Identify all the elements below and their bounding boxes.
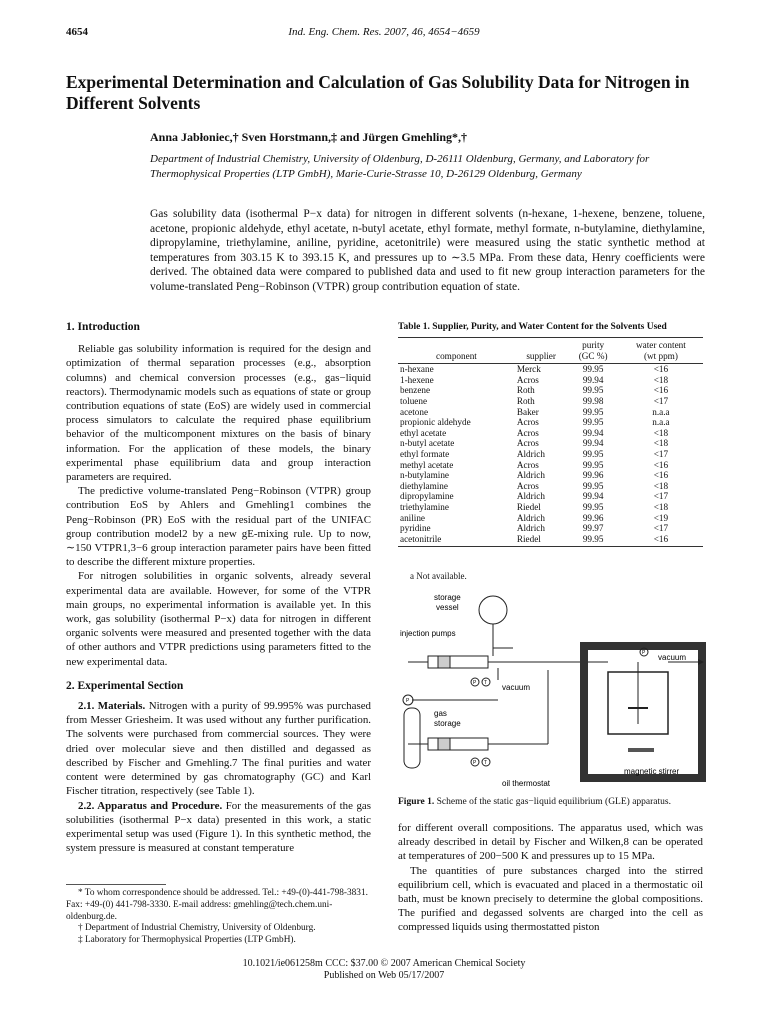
cell-component: acetone — [400, 406, 429, 417]
magnetic-stirrer-icon — [628, 748, 654, 752]
journal-citation: Ind. Eng. Chem. Res. 2007, 46, 4654−4659 — [288, 26, 480, 38]
cell-purity: 99.95 — [582, 385, 604, 396]
cell-water: <18 — [653, 438, 669, 449]
cell-component: ethyl acetate — [400, 427, 447, 438]
materials-paragraph — [66, 699, 371, 798]
cell-water: <18 — [653, 480, 669, 491]
upper-pump-piston — [438, 656, 450, 668]
cell-component: ethyl formate — [400, 448, 450, 459]
cell-supplier: Aldrich — [516, 448, 545, 459]
table-caption: Table 1. Supplier, Purity, and Water Content for the Solvents Used — [398, 322, 667, 332]
cell-water: <18 — [653, 501, 669, 512]
cell-supplier: Acros — [516, 480, 539, 491]
cell-water: n.a.a — [652, 417, 670, 428]
published-line: Published on Web 05/17/2007 — [323, 970, 445, 981]
gas-storage-label: storage — [434, 719, 461, 728]
cell-water: <17 — [653, 491, 669, 502]
footnote-dagger: † Department of Industrial Chemistry, University of Oldenburg. — [78, 923, 316, 934]
cell-component: pyridine — [400, 523, 431, 534]
cell-purity: 99.95 — [582, 448, 604, 459]
table-row — [398, 481, 703, 492]
col-header-supplier: supplier — [515, 338, 568, 364]
cell-supplier: Aldrich — [516, 491, 545, 502]
cell-purity: 99.96 — [582, 512, 604, 523]
footnotes — [66, 884, 371, 947]
cell-component: methyl acetate — [400, 459, 454, 470]
gauge-p-label: P — [473, 680, 477, 686]
cell-purity: 99.95 — [582, 364, 604, 375]
cell-component: n-butylamine — [400, 470, 449, 481]
figure-caption-label: Figure 1. — [398, 797, 435, 807]
cell-purity: 99.94 — [582, 491, 604, 502]
article-title: Experimental Determination and Calculation of Gas Solubility Data for Nitrogen in Different Solvents — [66, 72, 690, 113]
table-row — [398, 385, 703, 396]
table-row — [398, 407, 703, 418]
table-footnote: a Not available. — [410, 571, 467, 581]
intro-paragraph-1: Reliable gas solubility information is required for the design and optimization of thermal separation processes (e.g., absorption columns) and chemical conversion processes (e.g., gas−liquid reactors). Thermodynamic models such as equations of state or group contribution equations of state (EoS) are widely used in commercial process simulators to calculate the required phase equilibrium behavior of the multicomponent mixtures on the basis of binary information. For the application of these models, the binary experimental phase equilibrium data and group interaction parameters are required. — [66, 343, 371, 484]
cell-water: <19 — [653, 512, 669, 523]
page-number: 4654 — [66, 26, 88, 38]
cell-purity: 99.95 — [582, 406, 604, 417]
apparatus-paragraph — [66, 799, 371, 856]
right-column — [398, 821, 703, 935]
footnote-rule — [66, 884, 166, 885]
apparatus-text: For the measurements of the gas solubilities (isothermal P−x data) presented in this work, a static experimental setup was used (Figure 1). In this synthetic method, the system pressure is measured at constant temperature — [66, 799, 371, 855]
cell-purity: 99.95 — [582, 459, 604, 470]
storage-vessel-icon — [479, 596, 507, 624]
table-row — [398, 491, 703, 502]
gas-label: gas — [434, 709, 447, 718]
table-row — [398, 438, 703, 449]
oil-thermostat-bath — [584, 646, 702, 778]
figure-caption — [398, 797, 708, 807]
cell-water: <17 — [653, 448, 669, 459]
figure-caption-text: Scheme of the static gas−liquid equilibrium (GLE) apparatus. — [436, 797, 671, 807]
cell-component: dipropylamine — [400, 491, 454, 502]
materials-text: Nitrogen with a purity of 99.995% was purchased from Messer Griesheim. It was used without any further purification. The solvents were purchased from commercial sources. They were dried over molecular sieve and then distilled and degassed as described by Fischer and Gmehling.7 The final purities and water content were determined by gas chromatography (GC) and Karl Fischer titration, respectively (see Table 1). — [66, 700, 371, 798]
cell-purity: 99.95 — [582, 480, 604, 491]
oil-thermostat-label: oil thermostat — [502, 779, 551, 788]
cylinder-gauge-label: P — [406, 698, 410, 704]
left-column — [66, 320, 371, 855]
cell-purity: 99.98 — [582, 395, 604, 406]
cell-purity: 99.95 — [582, 501, 604, 512]
cell-component: benzene — [400, 385, 431, 396]
cell-supplier: Aldrich — [516, 470, 545, 481]
table-row — [398, 513, 703, 524]
page-footer — [0, 958, 768, 982]
cell-water: <18 — [653, 427, 669, 438]
figure-1-apparatus — [398, 588, 708, 793]
col-header-purity: purity (GC %) — [567, 338, 618, 364]
footnote-ddagger: ‡ Laboratory for Thermophysical Properties (LTP GmbH). — [78, 935, 296, 946]
vacuum-mid-label: vacuum — [502, 683, 531, 692]
right-paragraph-1: for different overall compositions. The apparatus used, which was already described in detail by Fischer and Wilken,8 can be operated at temperatures of 200−500 K and pressures up to 15 MPa. — [398, 822, 703, 863]
table-row — [398, 364, 703, 375]
cell-water: <18 — [653, 374, 669, 385]
table-row — [398, 534, 703, 547]
table-row — [398, 449, 703, 460]
cell-supplier: Acros — [516, 438, 539, 449]
cell-supplier: Acros — [516, 417, 539, 428]
cell-component: acetonitrile — [398, 534, 515, 547]
cell-supplier: Merck — [516, 364, 541, 375]
lower-pump-icon — [428, 738, 488, 750]
cell-water: <17 — [653, 395, 669, 406]
injection-pumps-label: injection pumps — [400, 629, 456, 638]
cell-supplier: Roth — [516, 395, 535, 406]
cell-component: toluene — [400, 395, 428, 406]
gas-cylinder-icon — [404, 708, 420, 768]
cell-purity: 99.95 — [567, 534, 618, 547]
cell-component: aniline — [400, 512, 426, 523]
table-row — [398, 460, 703, 471]
cell-supplier: Roth — [516, 385, 535, 396]
cell-purity: 99.94 — [582, 374, 604, 385]
lower-pump-piston — [438, 738, 450, 750]
cell-water: <16 — [653, 385, 669, 396]
cell-supplier: Baker — [516, 406, 539, 417]
table-row — [398, 396, 703, 407]
intro-heading: 1. Introduction — [66, 321, 140, 333]
table-row — [398, 428, 703, 439]
table-row — [398, 470, 703, 481]
lower-gauge-p-label: P — [473, 760, 477, 766]
cell-supplier: Riedel — [516, 501, 541, 512]
magnetic-stirrer-label: magnetic stirrer — [624, 767, 680, 776]
cell-water: n.a.a — [652, 406, 670, 417]
intro-paragraph-2: The predictive volume-translated Peng−Robinson (VTPR) group contribution EoS by Ahlers and Gmehling1 combines the Peng−Robinson (PR) EoS with the residual part of the UNIFAC group contribution model2 by a new gE-mixing rule. Up to now, ∼150 VTPR1,3−6 group interaction parameter pairs have been fitted to describe the different mixture properties. — [66, 485, 371, 569]
storage-label: storage — [434, 593, 461, 602]
cell-gauge-label: P — [642, 650, 646, 656]
cell-component: triethylamine — [400, 501, 449, 512]
cell-water: <16 — [653, 364, 669, 375]
footnote-corresponding: * To whom correspondence should be addressed. Tel.: +49-(0)-441-798-3831. Fax: +49-(0) 441-798-3330. E-mail address: gmehling@tech.chem.uni-oldenburg.de. — [66, 888, 368, 922]
cell-supplier: Acros — [516, 427, 539, 438]
table-row — [398, 502, 703, 513]
lower-gauge-t-label: T — [484, 760, 488, 766]
col-header-component: component — [398, 338, 515, 364]
cell-water: <16 — [619, 534, 703, 547]
cell-component: n-hexane — [400, 364, 434, 375]
cell-water: <17 — [653, 523, 669, 534]
vacuum-right-label: vacuum — [658, 653, 687, 662]
doi-line: 10.1021/ie061258m CCC: $37.00 © 2007 American Chemical Society — [242, 958, 526, 969]
cell-component: 1-hexene — [400, 374, 434, 385]
table-row — [398, 375, 703, 386]
table-row — [398, 417, 703, 428]
table-row — [398, 523, 703, 534]
abstract: Gas solubility data (isothermal P−x data) for nitrogen in different solvents (n-hexane, 1-hexene, benzene, toluene, acetone, propionic aldehyde, ethyl acetate, n-butyl acetate, ethyl formate, methyl formate, n-butylamine, diethylamine, dipropylamine, triethylamine, aniline, pyridine, acetonitrile) were measured using the static synthetic method at temperatures from 303.15 K to 393.15 K, and pressures up to ∼3.5 MPa. From these data, Henry coefficients were derived. The obtained data were compared to published data and used to fit new group interaction parameters for the volume-translated Peng−Robinson (VTPR) group contribution equation of state. — [150, 208, 705, 293]
materials-subheading: 2.1. Materials. — [78, 700, 146, 713]
gauge-t-label: T — [484, 680, 488, 686]
cell-water: <16 — [653, 459, 669, 470]
cell-water: <16 — [653, 470, 669, 481]
solvent-table — [398, 337, 703, 547]
cell-purity: 99.96 — [582, 470, 604, 481]
cell-purity: 99.94 — [582, 427, 604, 438]
right-paragraph-2: The quantities of pure substances charged into the stirred equilibrium cell, which is evacuated and placed in a thermostatic oil bath, must be known precisely to determine the global compositions. The purified and degassed solvents are charged into the cell as compressed liquids using thermostatted piston — [398, 864, 703, 934]
affiliation: Department of Industrial Chemistry, University of Oldenburg, D-26111 Oldenburg, Germany, and Laboratory for Thermophysical Properties (LTP GmbH), Marie-Curie-Strasse 10, D-26129 Oldenburg, Germany — [150, 153, 650, 180]
cell-supplier: Aldrich — [516, 523, 545, 534]
cell-purity: 99.94 — [582, 438, 604, 449]
cell-supplier: Aldrich — [516, 512, 545, 523]
cell-supplier: Riedel — [515, 534, 568, 547]
cell-supplier: Acros — [516, 374, 539, 385]
cell-component: n-butyl acetate — [400, 438, 455, 449]
cell-component: propionic aldehyde — [400, 417, 471, 428]
vessel-label: vessel — [436, 603, 459, 612]
cell-purity: 99.95 — [582, 417, 604, 428]
intro-paragraph-3: For nitrogen solubilities in organic solvents, already several experimental data are available. However, for some of the VTPR main groups, no experimental information is available yet. In this work, gas solubility (isothermal P−x) data for nitrogen in different organic solvents were measured and presented together with the data of other authors and VTPR predictions using parameters fitted to the new experimental data. — [66, 570, 371, 668]
col-header-water: water content (wt ppm) — [619, 338, 703, 364]
cell-supplier: Acros — [516, 459, 539, 470]
apparatus-subheading: 2.2. Apparatus and Procedure. — [78, 799, 223, 812]
author-list: Anna Jabłoniec,† Sven Horstmann,‡ and Jürgen Gmehling*,† — [150, 130, 468, 144]
upper-pump-icon — [428, 656, 488, 668]
experimental-heading: 2. Experimental Section — [66, 679, 184, 692]
cell-component: diethylamine — [400, 480, 448, 491]
cell-purity: 99.97 — [582, 523, 604, 534]
